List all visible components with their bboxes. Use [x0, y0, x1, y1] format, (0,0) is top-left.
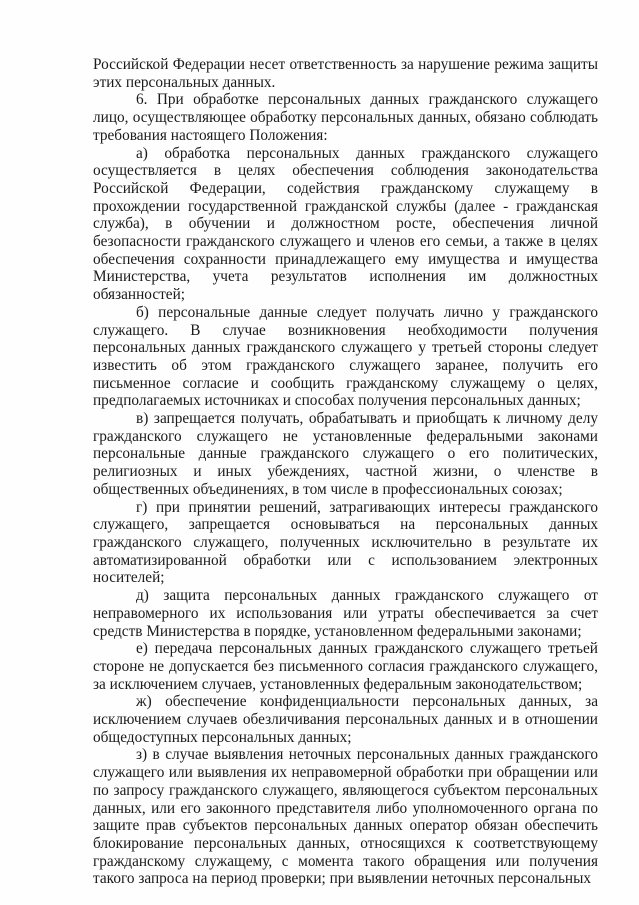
paragraph-6b: б) персональные данные следует получать лично у гражданского служащего. В случае возникновения необходимости получения персональных данных гражданского служащего у третьей стороны следует известить об этом гражданского служащего заранее, получить его письменное согласие и сообщить гражданскому служащему о целях, предполагаемых источниках и способах получения персональных данных;: [93, 303, 598, 410]
document-body: [93, 56, 598, 888]
paragraph-6e: е) передача персональных данных гражданского служащего третьей стороне не допускается без письменного согласия гражданского служащего, за исключением случаев, установленных федеральным законодательством;: [93, 640, 598, 693]
paragraph-continuation: Российской Федерации несет ответственность за нарушение режима защиты этих персональных данных.: [93, 56, 598, 91]
paragraph-6v: в) запрещается получать, обрабатывать и приобщать к личному делу гражданского служащего не установленные федеральными законами персональные данные гражданского служащего о его политических, религиозных и иных убеждениях, частной жизни, о членстве в общественных объединениях, в том числе в профессиональных союзах;: [93, 410, 598, 498]
paragraph-6zh: ж) обеспечение конфиденциальности персональных данных, за исключением случаев обезличивания персональных данных и в отношении общедоступных персональных данных;: [93, 693, 598, 746]
paragraph-6: 6. При обработке персональных данных гражданского служащего лицо, осуществляющее обработку персональных данных, обязано соблюдать требования настоящего Положения:: [93, 91, 598, 144]
paragraph-6z: з) в случае выявления неточных персональных данных гражданского служащего или выявления их неправомерной обработки при обращении или по запросу гражданского служащего, являющегося субъектом персональных данных, или его законного представителя либо уполномоченного органа по защите прав субъектов персональных данных оператор обязан обеспечить блокирование персональных данных, относящихся к соответствующему гражданскому служащему, с момента такого обращения или получения такого запроса на период проверки; при выявлении неточных персональных: [93, 746, 598, 888]
paragraph-6d: д) защита персональных данных гражданского служащего от неправомерного их использования или утраты обеспечивается за счет средств Министерства в порядке, установленном федеральными законами;: [93, 587, 598, 640]
paragraph-6a: а) обработка персональных данных гражданского служащего осуществляется в целях обеспечения соблюдения законодательства Российской Федерации, содействия гражданскому служащему в прохождении государственной гражданской службы (далее - гражданская служба), в обучении и должностном росте, обеспечения личной безопасности гражданского служащего и членов его семьи, а также в целях обеспечения сохранности принадлежащего ему имущества и имущества Министерства, учета результатов исполнения им должностных обязанностей;: [93, 144, 598, 304]
paragraph-6g: г) при принятии решений, затрагивающих интересы гражданского служащего, запрещается основываться на персональных данных гражданского служащего, полученных исключительно в результате их автоматизированной обработки или с использованием электронных носителей;: [93, 498, 598, 587]
